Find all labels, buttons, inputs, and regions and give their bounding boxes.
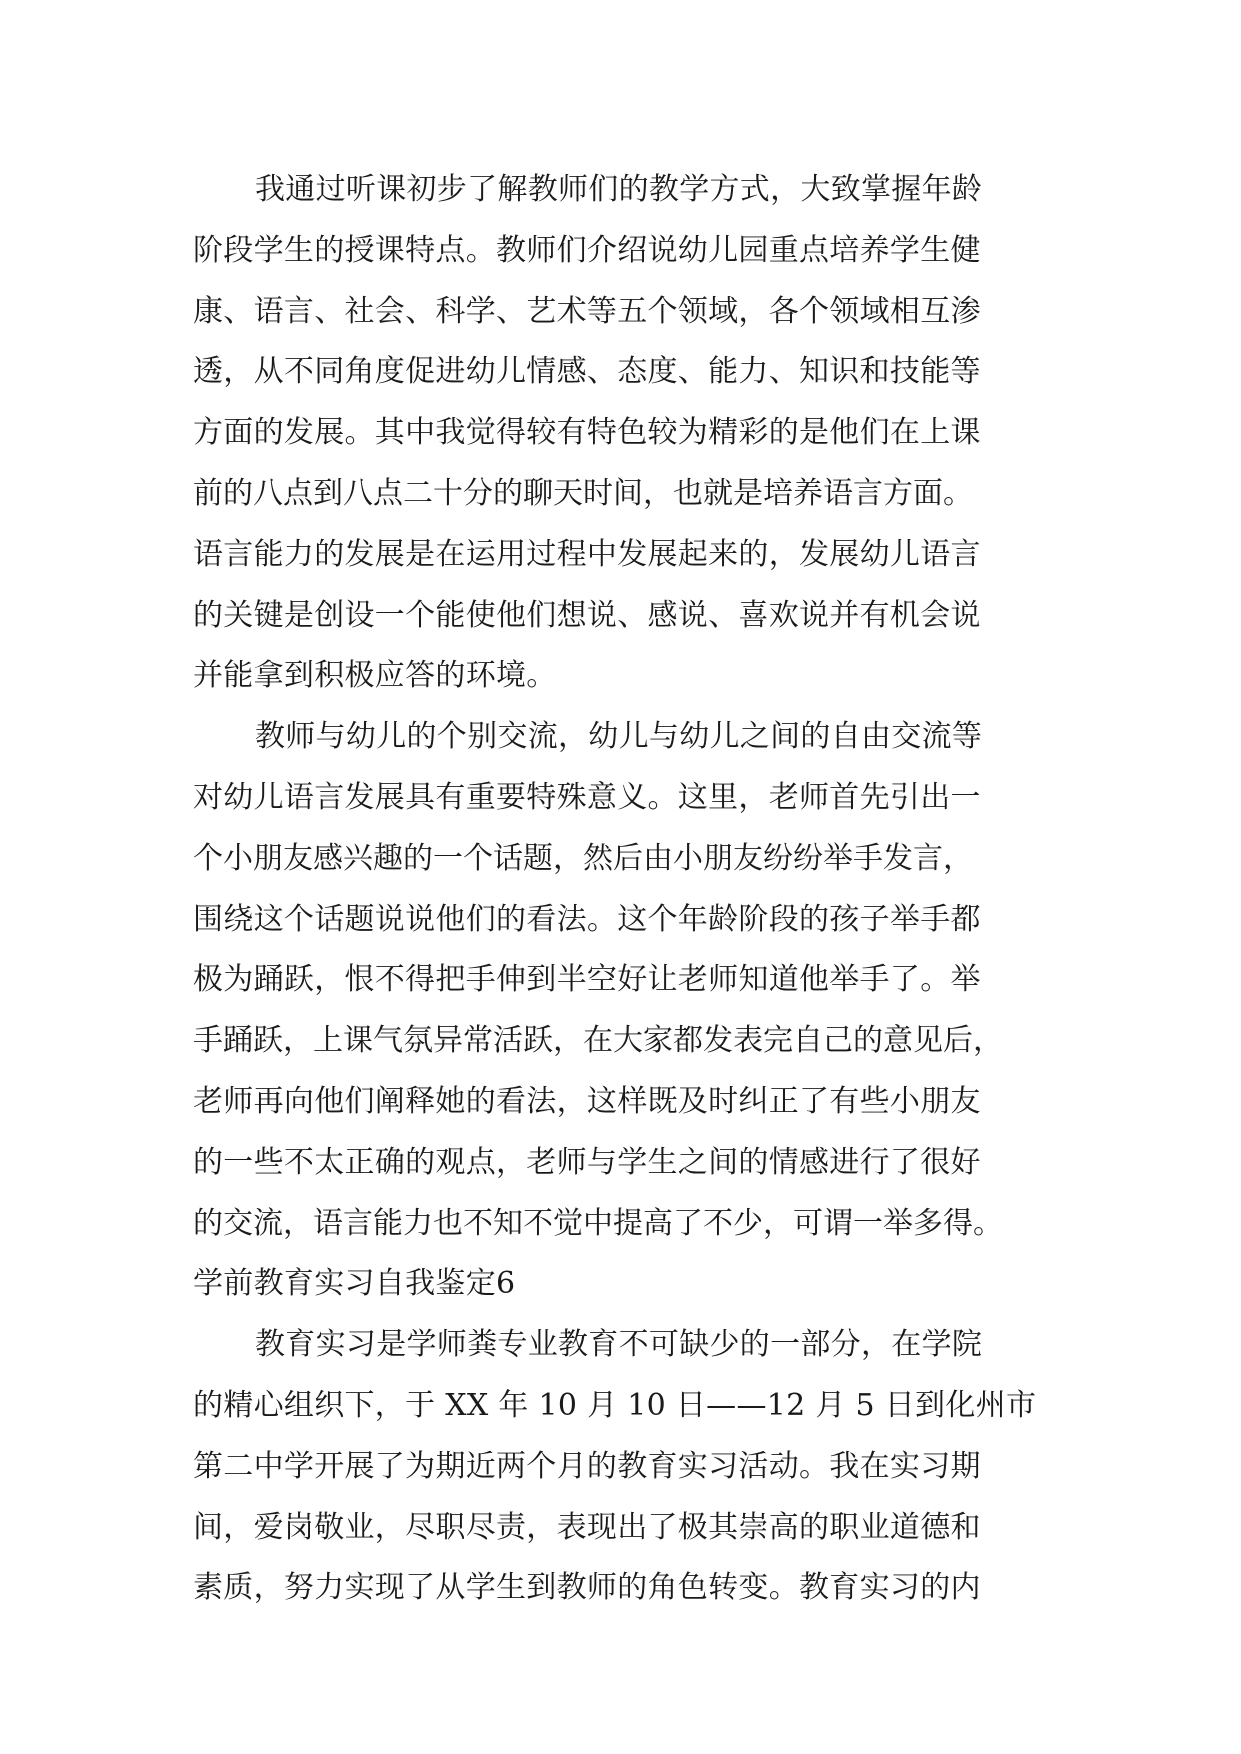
- section-heading: 学前教育实习自我鉴定6: [193, 1266, 516, 1302]
- text-line: 的关键是创设一个能使他们想说、感说、喜欢说并有机会说: [193, 597, 981, 633]
- text-line: 教师与幼儿的个别交流，幼儿与幼儿之间的自由交流等: [255, 719, 983, 755]
- text-line: 阶段学生的授课特点。教师们介绍说幼儿园重点培养学生健: [193, 232, 981, 268]
- text-line: 语言能力的发展是在运用过程中发展起来的，发展幼儿语言: [193, 536, 981, 572]
- text-line: 极为踊跃，恨不得把手伸到半空好让老师知道他举手了。举: [193, 962, 981, 998]
- text-line: 的精心组织下，于 XX 年 10 月 10 日——12 月 5 日到化州市: [193, 1387, 1037, 1423]
- text-line: 围绕这个话题说说他们的看法。这个年龄阶段的孩子举手都: [193, 901, 981, 937]
- text-line: 方面的发展。其中我觉得较有特色较为精彩的是他们在上课: [193, 415, 981, 451]
- text-line: 对幼儿语言发展具有重要特殊意义。这里，老师首先引出一: [193, 779, 981, 815]
- text-line: 的交流，语言能力也不知不觉中提高了不少，可谓一举多得。: [193, 1205, 1003, 1241]
- text-line: 我通过听课初步了解教师们的教学方式，大致掌握年龄: [255, 172, 983, 207]
- text-line: 前的八点到八点二十分的聊天时间，也就是培养语言方面。: [193, 475, 973, 511]
- text-line: 手踊跃，上课气氛异常活跃，在大家都发表完自己的意见后，: [193, 1023, 1003, 1059]
- document-body: [193, 160, 1053, 1619]
- text-line: 老师再向他们阐释她的看法，这样既及时纠正了有些小朋友: [193, 1083, 981, 1119]
- text-line: 并能拿到积极应答的环境。: [193, 658, 557, 694]
- text-line: 间，爱岗敬业，尽职尽责，表现出了极其崇高的职业道德和: [193, 1509, 981, 1545]
- text-line: 第二中学开展了为期近两个月的教育实习活动。我在实习期: [193, 1448, 981, 1484]
- text-line: 透，从不同角度促进幼儿情感、态度、能力、知识和技能等: [193, 354, 981, 390]
- text-line: 康、语言、社会、科学、艺术等五个领域，各个领域相互渗: [193, 293, 981, 329]
- text-line: 素质，努力实现了从学生到教师的角色转变。教育实习的内: [193, 1570, 981, 1606]
- text-line: 的一些不太正确的观点，老师与学生之间的情感进行了很好: [193, 1144, 981, 1180]
- text-line: 教育实习是学师粪专业教育不可缺少的一部分，在学院: [255, 1327, 983, 1363]
- text-line: 个小朋友感兴趣的一个话题，然后由小朋友纷纷举手发言，: [193, 840, 973, 876]
